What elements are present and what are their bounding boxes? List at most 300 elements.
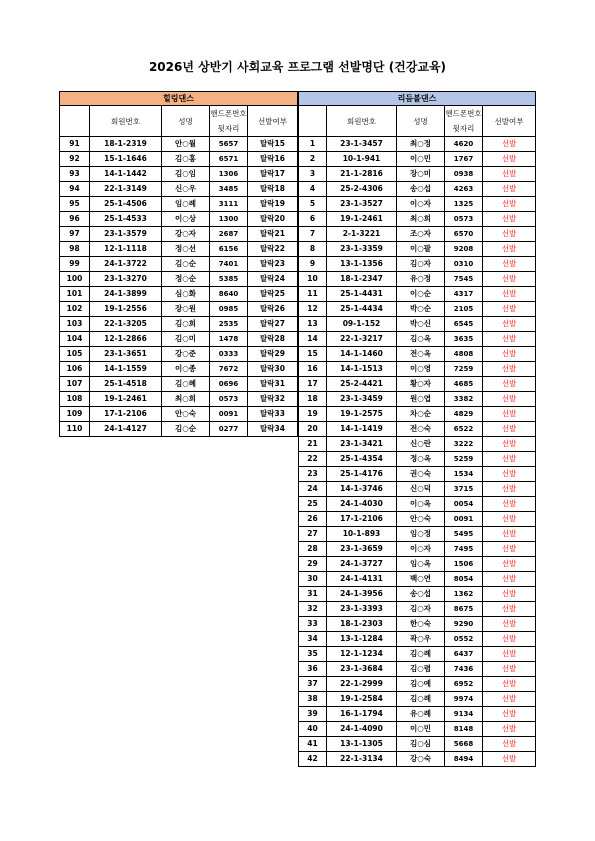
row-number: 94 [60,182,90,197]
selection-status: 선발 [483,212,536,227]
member-id: 14-1-1442 [90,167,162,182]
row-number: 27 [299,527,327,542]
table-row [299,662,536,677]
member-id: 24-1-3727 [327,557,397,572]
member-name: 김○미 [162,332,210,347]
column-header: 회원번호 [327,106,397,137]
member-name: 이○팔 [397,242,445,257]
selection-status: 탈락15 [248,137,298,152]
member-id: 13-1-1284 [327,632,397,647]
member-name: 정○순 [162,272,210,287]
row-number: 12 [299,302,327,317]
selection-status: 탈락31 [248,377,298,392]
member-name: 이○영 [397,362,445,377]
selection-status: 탈락29 [248,347,298,362]
selection-status: 선발 [483,452,536,467]
row-number: 36 [299,662,327,677]
phone-last-digits: 9974 [445,692,483,707]
row-number: 92 [60,152,90,167]
row-number: 16 [299,362,327,377]
table-row [299,227,536,242]
row-number: 7 [299,227,327,242]
member-id: 14-1-1460 [327,347,397,362]
member-name: 김○순 [162,422,210,437]
phone-last-digits: 5657 [210,137,248,152]
table-row [299,512,536,527]
selection-status: 탈락27 [248,317,298,332]
member-name: 이○자 [397,197,445,212]
member-name: 이○민 [397,152,445,167]
member-name: 유○정 [397,272,445,287]
row-number: 31 [299,587,327,602]
row-number: 106 [60,362,90,377]
member-id: 23-1-3579 [90,227,162,242]
row-number: 13 [299,317,327,332]
table-row [299,752,536,767]
phone-last-digits: 7436 [445,662,483,677]
member-name: 김○혜 [162,377,210,392]
member-name: 김○홍 [162,152,210,167]
member-id: 23-1-3659 [327,542,397,557]
member-id: 17-1-2106 [90,407,162,422]
selection-status: 선발 [483,692,536,707]
table-row [60,347,298,362]
member-id: 24-1-4131 [327,572,397,587]
selection-status: 선발 [483,332,536,347]
table-row [299,587,536,602]
member-name: 송○섭 [397,587,445,602]
phone-last-digits: 0573 [210,392,248,407]
phone-last-digits: 6571 [210,152,248,167]
table-row [299,392,536,407]
phone-last-digits: 1478 [210,332,248,347]
row-number: 33 [299,617,327,632]
selection-status: 선발 [483,152,536,167]
selection-status: 선발 [483,467,536,482]
table-row [60,212,298,227]
phone-last-digits: 9208 [445,242,483,257]
table-row [299,497,536,512]
right-group-header: 리듬볼댄스 [299,92,536,106]
table-row [60,197,298,212]
table-row [60,392,298,407]
table-row [299,362,536,377]
member-id: 25-1-4176 [327,467,397,482]
table-row [299,692,536,707]
phone-last-digits: 6156 [210,242,248,257]
phone-last-digits: 7259 [445,362,483,377]
selection-status: 탈락33 [248,407,298,422]
table-row [299,677,536,692]
member-name: 김○례 [397,647,445,662]
member-name: 신○란 [397,437,445,452]
selection-status: 탈락28 [248,332,298,347]
selection-status: 선발 [483,302,536,317]
column-header: 성명 [162,106,210,137]
table-row [299,242,536,257]
table-row [299,707,536,722]
member-name: 김○순 [162,257,210,272]
member-name: 장○미 [397,167,445,182]
member-name: 송○섭 [397,182,445,197]
table-row [299,197,536,212]
phone-last-digits: 1362 [445,587,483,602]
row-number: 97 [60,227,90,242]
selection-status: 선발 [483,317,536,332]
row-number: 99 [60,257,90,272]
member-id: 25-2-4306 [327,182,397,197]
member-id: 22-1-2999 [327,677,397,692]
member-name: 안○숙 [397,512,445,527]
table-row [60,257,298,272]
row-number: 98 [60,242,90,257]
member-id: 22-1-3205 [90,317,162,332]
column-header: 선발여부 [248,106,298,137]
phone-last-digits: 4829 [445,407,483,422]
selection-status: 탈락21 [248,227,298,242]
row-number: 105 [60,347,90,362]
table-row [299,617,536,632]
row-number: 108 [60,392,90,407]
row-number: 109 [60,407,90,422]
member-name: 임○례 [162,197,210,212]
member-id: 22-1-3217 [327,332,397,347]
phone-last-digits: 0696 [210,377,248,392]
phone-last-digits: 7672 [210,362,248,377]
row-number: 14 [299,332,327,347]
row-number: 18 [299,392,327,407]
phone-last-digits: 1300 [210,212,248,227]
table-row [299,317,536,332]
table-row [299,302,536,317]
member-id: 2-1-3221 [327,227,397,242]
phone-last-digits: 8494 [445,752,483,767]
member-id: 24-1-3899 [90,287,162,302]
selection-status: 선발 [483,572,536,587]
selection-status: 선발 [483,347,536,362]
member-name: 신○덕 [397,482,445,497]
table-row [60,272,298,287]
selection-status: 선발 [483,167,536,182]
phone-last-digits: 3222 [445,437,483,452]
column-header: 성명 [397,106,445,137]
row-number: 26 [299,512,327,527]
phone-last-digits: 1506 [445,557,483,572]
row-number: 41 [299,737,327,752]
member-name: 이○종 [162,362,210,377]
member-id: 25-1-4506 [90,197,162,212]
table-row [60,167,298,182]
phone-last-digits: 4685 [445,377,483,392]
selection-status: 선발 [483,587,536,602]
table-row [299,422,536,437]
selection-status: 선발 [483,422,536,437]
selection-status: 선발 [483,227,536,242]
table-row [299,212,536,227]
column-header: 핸드폰번호 뒷자리 [445,106,483,137]
member-name: 백○연 [397,572,445,587]
phone-last-digits: 3635 [445,332,483,347]
selection-status: 탈락20 [248,212,298,227]
member-id: 16-1-1794 [327,707,397,722]
member-id: 19-1-2575 [327,407,397,422]
member-id: 24-1-3956 [327,587,397,602]
member-id: 18-1-2319 [90,137,162,152]
member-id: 14-1-1559 [90,362,162,377]
column-header: 핸드폰번호 뒷자리 [210,106,248,137]
phone-last-digits: 6545 [445,317,483,332]
member-id: 18-1-2303 [327,617,397,632]
selection-status: 탈락16 [248,152,298,167]
member-id: 22-1-3149 [90,182,162,197]
phone-last-digits: 2535 [210,317,248,332]
phone-last-digits: 2687 [210,227,248,242]
member-id: 24-1-3722 [90,257,162,272]
row-number: 103 [60,317,90,332]
phone-last-digits: 6952 [445,677,483,692]
table-row [60,362,298,377]
selection-status: 선발 [483,437,536,452]
member-id: 25-2-4421 [327,377,397,392]
row-number: 100 [60,272,90,287]
phone-last-digits: 2105 [445,302,483,317]
member-name: 유○례 [397,707,445,722]
table-row [299,272,536,287]
phone-last-digits: 3485 [210,182,248,197]
member-name: 안○숙 [162,407,210,422]
member-id: 17-1-2106 [327,512,397,527]
member-name: 이○옥 [397,497,445,512]
table-row [60,302,298,317]
selection-status: 선발 [483,377,536,392]
phone-last-digits: 0054 [445,497,483,512]
phone-last-digits: 0333 [210,347,248,362]
member-name: 차○순 [397,407,445,422]
member-id: 23-1-3270 [90,272,162,287]
row-number: 102 [60,302,90,317]
row-number: 28 [299,542,327,557]
selection-status: 선발 [483,557,536,572]
selection-status: 탈락18 [248,182,298,197]
table-row [60,152,298,167]
table-row [60,182,298,197]
phone-last-digits: 0552 [445,632,483,647]
row-number: 35 [299,647,327,662]
row-number: 5 [299,197,327,212]
selection-status: 탈락26 [248,302,298,317]
phone-last-digits: 3382 [445,392,483,407]
member-id: 23-1-3651 [90,347,162,362]
table-row [60,137,298,152]
member-name: 강○준 [162,347,210,362]
healing-dance-table [59,91,298,437]
member-name: 강○자 [162,227,210,242]
column-header-blank [60,106,90,137]
rhythm-ball-dance-table [298,91,536,767]
row-number: 107 [60,377,90,392]
member-id: 24-1-4030 [327,497,397,512]
phone-last-digits: 0310 [445,257,483,272]
member-name: 김○자 [397,257,445,272]
phone-last-digits: 0938 [445,167,483,182]
selection-status: 선발 [483,647,536,662]
member-name: 안○월 [162,137,210,152]
page-title: 2026년 상반기 사회교육 프로그램 선발명단 (건강교육) [148,60,447,74]
row-number: 39 [299,707,327,722]
member-id: 19-1-2584 [327,692,397,707]
table-row [60,317,298,332]
member-name: 심○화 [162,287,210,302]
phone-last-digits: 6522 [445,422,483,437]
member-id: 14-1-1419 [327,422,397,437]
row-number: 40 [299,722,327,737]
member-name: 전○옥 [397,347,445,362]
table-row [299,152,536,167]
row-number: 29 [299,557,327,572]
phone-last-digits: 4620 [445,137,483,152]
member-name: 김○임 [162,167,210,182]
phone-last-digits: 5668 [445,737,483,752]
row-number: 8 [299,242,327,257]
phone-last-digits: 9134 [445,707,483,722]
member-name: 이○민 [397,722,445,737]
table-row [299,137,536,152]
member-name: 이○자 [397,542,445,557]
selection-status: 선발 [483,497,536,512]
member-name: 김○자 [397,602,445,617]
table-row [299,737,536,752]
phone-last-digits: 6437 [445,647,483,662]
member-id: 19-1-2556 [90,302,162,317]
member-id: 10-1-893 [327,527,397,542]
selection-status: 선발 [483,362,536,377]
selection-status: 선발 [483,737,536,752]
member-id: 12-1-2866 [90,332,162,347]
table-row [299,722,536,737]
table-row [299,437,536,452]
member-id: 14-1-1513 [327,362,397,377]
phone-last-digits: 8675 [445,602,483,617]
selection-status: 선발 [483,617,536,632]
row-number: 42 [299,752,327,767]
phone-last-digits: 0985 [210,302,248,317]
member-name: 장○원 [162,302,210,317]
table-row [299,527,536,542]
member-id: 25-1-4434 [327,302,397,317]
phone-last-digits: 8054 [445,572,483,587]
member-name: 김○희 [162,317,210,332]
selection-status: 탈락22 [248,242,298,257]
row-number: 37 [299,677,327,692]
row-number: 6 [299,212,327,227]
phone-last-digits: 7401 [210,257,248,272]
selection-status: 탈락23 [248,257,298,272]
member-id: 15-1-1646 [90,152,162,167]
selection-status: 선발 [483,407,536,422]
row-number: 110 [60,422,90,437]
selection-status: 선발 [483,722,536,737]
member-name: 김○렴 [397,662,445,677]
row-number: 25 [299,497,327,512]
member-name: 박○신 [397,317,445,332]
member-id: 24-1-4090 [327,722,397,737]
table-row [299,557,536,572]
table-row [299,572,536,587]
member-id: 23-1-3459 [327,392,397,407]
selection-status: 선발 [483,272,536,287]
selection-status: 탈락30 [248,362,298,377]
member-id: 25-1-4533 [90,212,162,227]
member-id: 18-1-2347 [327,272,397,287]
table-row [60,227,298,242]
table-row [60,332,298,347]
row-number: 30 [299,572,327,587]
member-name: 권○숙 [397,467,445,482]
member-id: 23-1-3421 [327,437,397,452]
table-row [299,377,536,392]
member-name: 정○옥 [397,452,445,467]
phone-last-digits: 1767 [445,152,483,167]
phone-last-digits: 0573 [445,212,483,227]
row-number: 4 [299,182,327,197]
selection-status: 탈락24 [248,272,298,287]
table-row [60,287,298,302]
column-header: 회원번호 [90,106,162,137]
member-id: 19-1-2461 [327,212,397,227]
member-name: 이○순 [397,287,445,302]
table-row [299,347,536,362]
phone-last-digits: 4317 [445,287,483,302]
member-id: 12-1-1234 [327,647,397,662]
selection-status: 탈락19 [248,197,298,212]
row-number: 22 [299,452,327,467]
row-number: 23 [299,467,327,482]
member-id: 13-1-1356 [327,257,397,272]
member-name: 임○정 [397,527,445,542]
row-number: 34 [299,632,327,647]
row-number: 3 [299,167,327,182]
member-id: 25-1-4518 [90,377,162,392]
member-id: 23-1-3527 [327,197,397,212]
row-number: 15 [299,347,327,362]
table-row [299,467,536,482]
selection-status: 선발 [483,257,536,272]
member-name: 김○옥 [397,332,445,347]
member-name: 한○숙 [397,617,445,632]
row-number: 91 [60,137,90,152]
table-row [60,377,298,392]
row-number: 10 [299,272,327,287]
selection-status: 탈락17 [248,167,298,182]
member-id: 21-1-2816 [327,167,397,182]
member-id: 14-1-3746 [327,482,397,497]
row-number: 32 [299,602,327,617]
row-number: 38 [299,692,327,707]
table-row [299,407,536,422]
table-row [299,332,536,347]
member-name: 황○자 [397,377,445,392]
member-name: 원○엽 [397,392,445,407]
selection-status: 선발 [483,242,536,257]
selection-status: 선발 [483,527,536,542]
table-row [299,287,536,302]
selection-status: 선발 [483,542,536,557]
selection-status: 선발 [483,512,536,527]
phone-last-digits: 4808 [445,347,483,362]
table-row [299,542,536,557]
phone-last-digits: 5385 [210,272,248,287]
table-row [60,242,298,257]
